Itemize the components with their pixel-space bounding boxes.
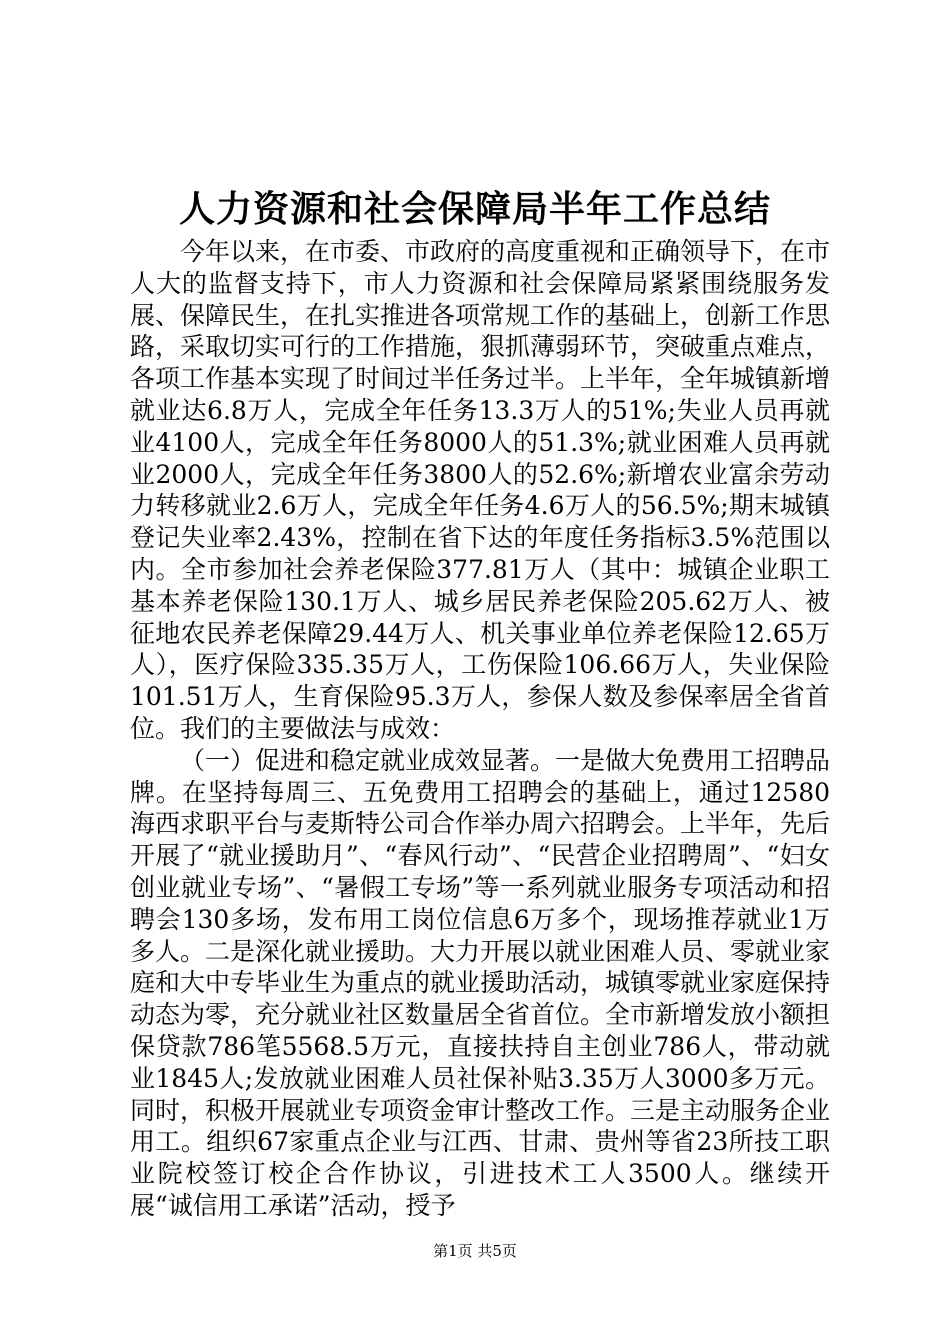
paragraph-employment: （一）促进和稳定就业成效显著。一是做大免费用工招聘品牌。在坚持每周三、五免费用工招聘会的基础上，通过12580海西求职平台与麦斯特公司合作举办周六招聘会。上半年，先后开展了“就业援助月”、“春风行动”、“民营企业招聘周”、“妇女创业就业专场”、“暑假工专场”等一系列就业服务专项活动和招聘会130多场，发布用工岗位信息6万多个，现场推荐就业1万多人。二是深化就业援助。大力开展以就业困难人员、零就业家庭和大中专毕业生为重点的就业援助活动，城镇零就业家庭保持动态为零，充分就业社区数量居全省首位。全市新增发放小额担保贷款786笔5568.5万元，直接扶持自主创业786人，带动就业1845人;发放就业困难人员社保补贴3.35万人3000多万元。同时，积极开展就业专项资金审计整改工作。三是主动服务企业用工。组织67家重点企业与江西、甘肃、贵州等省23所技工职业院校签订校企合作协议，引进技术工人3500人。继续开展“诚信用工承诺”活动，授予 [130, 745, 831, 1220]
paragraph-intro: 今年以来，在市委、市政府的高度重视和正确领导下，在市人大的监督支持下，市人力资源和社会保障局紧紧围绕服务发展、保障民生，在扎实推进各项常规工作的基础上，创新工作思路，采取切实可行的工作措施，狠抓薄弱环节，突破重点难点，各项工作基本实现了时间过半任务过半。上半年，全年城镇新增就业达6.8万人，完成全年任务13.3万人的51%;失业人员再就业4100人，完成全年任务8000人的51.3%;就业困难人员再就业2000人，完成全年任务3800人的52.6%;新增农业富余劳动力转移就业2.6万人，完成全年任务4.6万人的56.5%;期末城镇登记失业率2.43%，控制在省下达的年度任务指标3.5%范围以内。全市参加社会养老保险377.81万人（其中：城镇企业职工基本养老保险130.1万人、城乡居民养老保险205.62万人、被征地农民养老保障29.44万人、机关事业单位养老保险12.65万人），医疗保险335.35万人，工伤保险106.66万人，失业保险101.51万人，生育保险95.3万人，参保人数及参保率居全省首位。我们的主要做法与成效： [130, 237, 831, 743]
document-title: 人力资源和社会保障局半年工作总结 [178, 188, 771, 230]
document-body [130, 236, 830, 1222]
page-footer: 第1页 共5页 [433, 1242, 517, 1260]
